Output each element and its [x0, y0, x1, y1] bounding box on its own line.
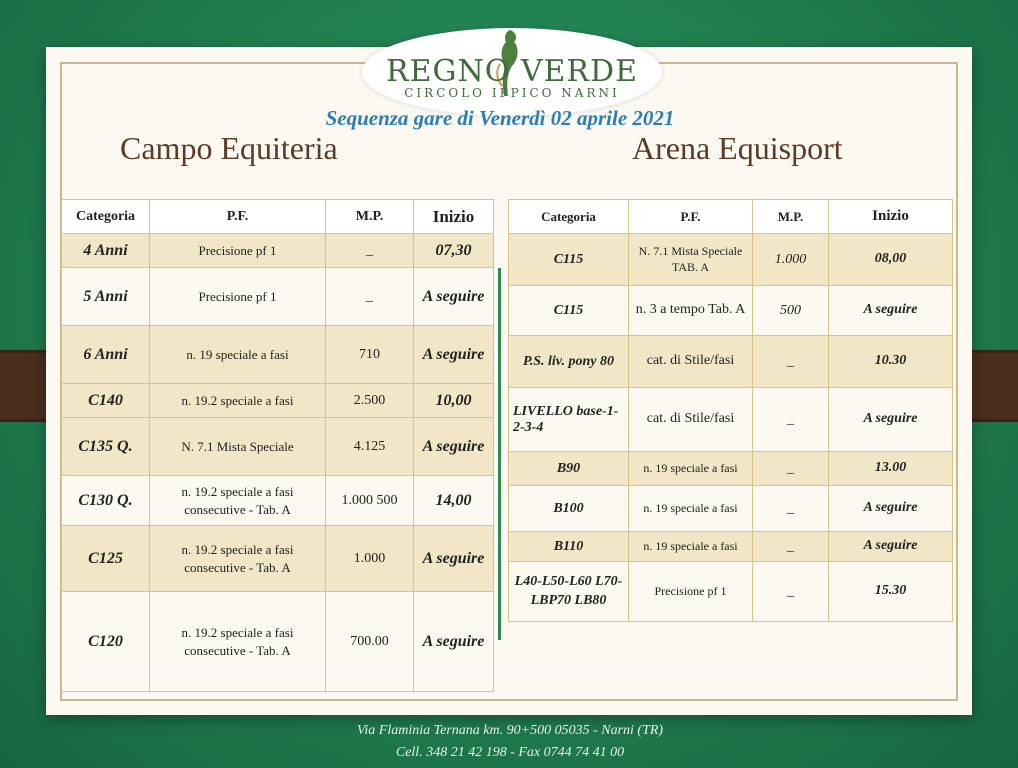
logo-title: REGNO VERDE [386, 54, 638, 89]
cell-inizio: 13.00 [829, 452, 953, 486]
cell-categoria: L40-L50-L60 L70-LBP70 LB80 [509, 562, 629, 622]
cell-inizio: 15.30 [829, 562, 953, 622]
footer-contacts: Cell. 348 21 42 198 - Fax 0744 74 41 00 [395, 745, 625, 760]
cell-categoria: C115 [509, 234, 629, 286]
cell-categoria: C115 [509, 286, 629, 336]
cell-inizio: A seguire [829, 388, 953, 452]
cell-mp: 1.000 [753, 234, 829, 286]
cell-mp: 4.125 [326, 418, 414, 476]
logo-subtitle: CIRCOLO IPPICO NARNI [404, 86, 620, 100]
cell-categoria: C140 [62, 384, 150, 418]
cell-pf: n. 19.2 speciale a fasi consecutive - Tab. A [150, 526, 326, 592]
center-divider [498, 268, 501, 640]
table-row [509, 532, 953, 562]
cell-mp: _ [753, 452, 829, 486]
col-categoria: Categoria [509, 200, 629, 234]
cell-mp: 2.500 [326, 384, 414, 418]
cell-mp: _ [753, 486, 829, 532]
cell-categoria: C135 Q. [62, 418, 150, 476]
col-inizio: Inizio [829, 200, 953, 234]
table-row [509, 336, 953, 388]
col-pf: P.F. [150, 200, 326, 234]
table-row [509, 286, 953, 336]
cell-mp: 700.00 [326, 592, 414, 692]
venue-left-title: Campo Equiteria [120, 130, 338, 166]
cell-inizio: 10.30 [829, 336, 953, 388]
cell-categoria: B90 [509, 452, 629, 486]
table-row [509, 486, 953, 532]
cell-mp: 1.000 [326, 526, 414, 592]
cell-pf: n. 19 speciale a fasi [629, 452, 753, 486]
right-schedule-table [508, 199, 953, 622]
cell-pf: Precisione pf 1 [150, 234, 326, 268]
cell-pf: n. 19.2 speciale a fasi [150, 384, 326, 418]
cell-pf: Precisione pf 1 [629, 562, 753, 622]
cell-categoria: C120 [62, 592, 150, 692]
cell-inizio: A seguire [414, 326, 494, 384]
table-row [509, 452, 953, 486]
venue-right-title: Arena Equisport [632, 130, 843, 166]
table-row [62, 592, 494, 692]
cell-categoria: B110 [509, 532, 629, 562]
col-categoria: Categoria [62, 200, 150, 234]
cell-pf: N. 7.1 Mista Speciale TAB. A [629, 234, 753, 286]
cell-mp: _ [753, 388, 829, 452]
cell-mp: _ [753, 336, 829, 388]
cell-categoria: 5 Anni [62, 268, 150, 326]
event-subtitle: Sequenza gare di Venerdì 02 aprile 2021 [325, 106, 675, 130]
left-schedule-table [61, 199, 494, 692]
cell-categoria: C125 [62, 526, 150, 592]
cell-categoria: 6 Anni [62, 326, 150, 384]
cell-pf: n. 19 speciale a fasi [629, 532, 753, 562]
table-row [62, 418, 494, 476]
table-row [62, 234, 494, 268]
cell-categoria: B100 [509, 486, 629, 532]
cell-mp: 1.000 500 [326, 476, 414, 526]
cell-inizio: A seguire [414, 592, 494, 692]
cell-pf: n. 3 a tempo Tab. A [629, 286, 753, 336]
cell-mp: 500 [753, 286, 829, 336]
cell-categoria: P.S. liv. pony 80 [509, 336, 629, 388]
cell-categoria: LIVELLO base-1-2-3-4 [509, 388, 629, 452]
cell-pf: Precisione pf 1 [150, 268, 326, 326]
table-row [62, 526, 494, 592]
cell-mp: 710 [326, 326, 414, 384]
col-inizio: Inizio [414, 200, 494, 234]
cell-inizio: 07,30 [414, 234, 494, 268]
cell-mp: _ [753, 532, 829, 562]
footer-address: Via Flaminia Ternana km. 90+500 05035 - Narni (TR) [356, 723, 664, 738]
cell-inizio: A seguire [414, 418, 494, 476]
table-row [509, 562, 953, 622]
table-row [509, 388, 953, 452]
cell-pf: n. 19.2 speciale a fasi consecutive - Tab. A [150, 592, 326, 692]
table-row [62, 384, 494, 418]
table-row [62, 476, 494, 526]
cell-pf: n. 19 speciale a fasi [150, 326, 326, 384]
cell-pf: N. 7.1 Mista Speciale [150, 418, 326, 476]
cell-pf: cat. di Stile/fasi [629, 336, 753, 388]
cell-mp: _ [326, 268, 414, 326]
cell-pf: n. 19.2 speciale a fasi consecutive - Tab. A [150, 476, 326, 526]
cell-inizio: A seguire [414, 268, 494, 326]
col-mp: M.P. [753, 200, 829, 234]
col-mp: M.P. [326, 200, 414, 234]
cell-mp: _ [326, 234, 414, 268]
cell-categoria: C130 Q. [62, 476, 150, 526]
cell-pf: cat. di Stile/fasi [629, 388, 753, 452]
cell-pf: n. 19 speciale a fasi [629, 486, 753, 532]
cell-inizio: A seguire [414, 526, 494, 592]
table-row [62, 326, 494, 384]
cell-inizio: A seguire [829, 532, 953, 562]
table-row [62, 268, 494, 326]
table-row [509, 234, 953, 286]
cell-inizio: A seguire [829, 486, 953, 532]
cell-inizio: 10,00 [414, 384, 494, 418]
cell-inizio: A seguire [829, 286, 953, 336]
cell-inizio: 14,00 [414, 476, 494, 526]
cell-mp: _ [753, 562, 829, 622]
col-pf: P.F. [629, 200, 753, 234]
cell-categoria: 4 Anni [62, 234, 150, 268]
cell-inizio: 08,00 [829, 234, 953, 286]
